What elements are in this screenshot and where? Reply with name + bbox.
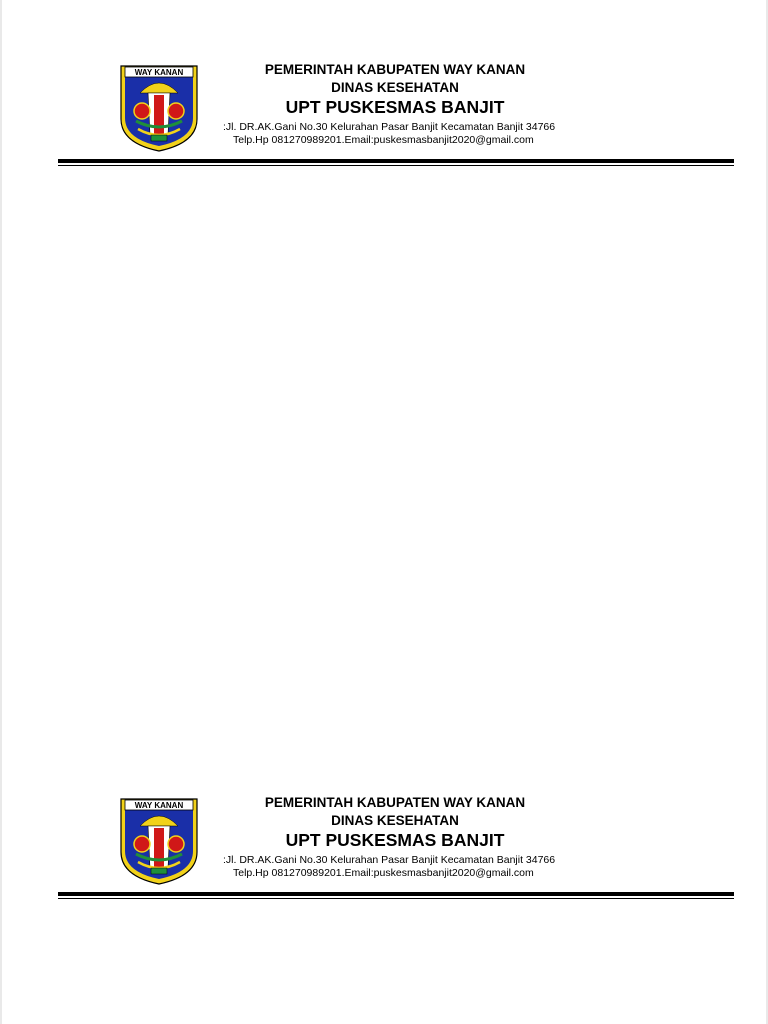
way-kanan-emblem-logo [118, 63, 200, 153]
header-rule-thin [58, 165, 734, 166]
department-name: DINAS KESEHATAN [331, 80, 459, 95]
document-page [2, 0, 766, 1024]
logo-caption: WAY KANAN [134, 801, 184, 810]
department-name: DINAS KESEHATAN [331, 813, 459, 828]
address-line: :Jl. DR.AK.Gani No.30 Kelurahan Pasar Banjit Kecamatan Banjit 34766 [223, 121, 556, 133]
header-rule-thick [58, 159, 734, 163]
government-name: PEMERINTAH KABUPATEN WAY KANAN [264, 795, 526, 810]
letterhead-bottom [2, 733, 766, 883]
way-kanan-emblem-logo [118, 796, 200, 886]
institution-name: UPT PUSKESMAS BANJIT [285, 830, 505, 850]
contact-line: Telp.Hp 081270989201.Email:puskesmasbanjit2020@gmail.com [233, 867, 534, 879]
letterhead-top [2, 0, 766, 150]
institution-name: UPT PUSKESMAS BANJIT [285, 97, 505, 117]
government-name: PEMERINTAH KABUPATEN WAY KANAN [264, 62, 526, 77]
logo-caption: WAY KANAN [134, 68, 184, 77]
address-line: :Jl. DR.AK.Gani No.30 Kelurahan Pasar Banjit Kecamatan Banjit 34766 [223, 854, 556, 866]
header-rule-thick [58, 892, 734, 896]
header-rule-thin [58, 898, 734, 899]
contact-line: Telp.Hp 081270989201.Email:puskesmasbanjit2020@gmail.com [233, 134, 534, 146]
